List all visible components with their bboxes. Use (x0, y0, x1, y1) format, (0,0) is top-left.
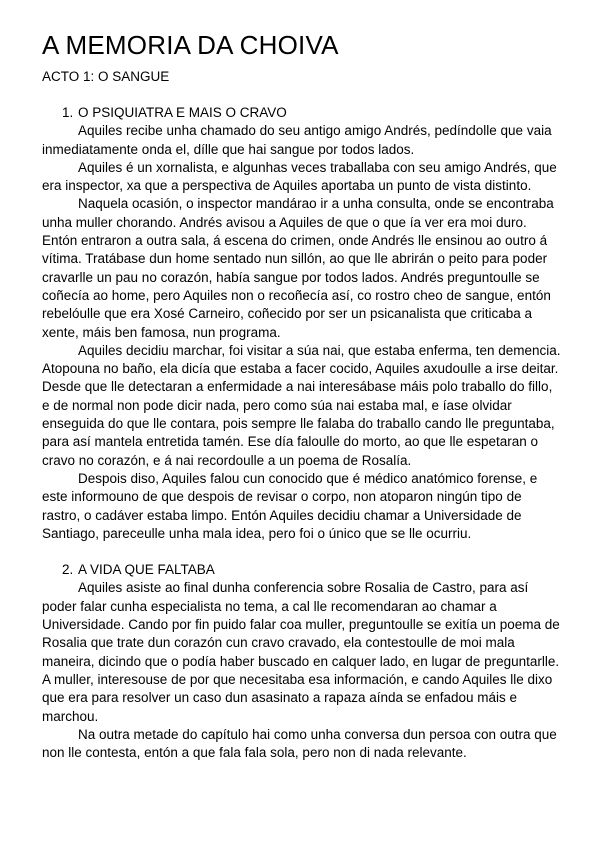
paragraph: Aquiles asiste ao final dunha conferencia sobre Rosalia de Castro, para así poder falar cunha especialista no tema, a cal lle recomendaran ao chamar a Universidade. Cando por fin puido falar coa muller, preguntoulle se exitía un poema de Rosalia que trate dun corazón cun cravo cravado, ela contestoulle de moi mala maneira, dicindo que o podía haber buscado en calquer lado, en lugar de preguntarlle. A muller, interesouse de por que necesitaba esa información, e cando Aquiles lle dixo que era para resolver un caso dun asasinato a rapaza aínda se enfadou máis e marchou. (42, 580, 560, 724)
paragraph: Naquela ocasión, o inspector mandárao ir a unha consulta, onde se encontraba unha muller chorando. Andrés avisou a Aquiles de que o que ía ver era moi duro. Entón entraron a outra sala, á escena do crimen, onde Andrés lle ensinou ao outro á vítima. Tratábase dun home sentado nun sillón, ao que lle abrirán o peito para poder cravarlle un pau no corazón, había sangue por todos lados. Andrés preguntoulle se coñecía ao home, pero Aquiles non o recoñecía así, co rostro cheo de sangue, entón rebelóulle que era Xosé Carneiro, coñecido por ser un psicanalista que criticaba a xente, máis ben famosa, nun programa. (42, 196, 554, 340)
act-heading: ACTO 1: O SANGUE (42, 69, 170, 84)
section-heading (42, 561, 562, 579)
document-page (42, 28, 562, 762)
document-title: A MEMORIA DA CHOIVA (42, 30, 339, 60)
section-number: 1. (62, 105, 74, 120)
section-2 (42, 561, 562, 762)
section-number: 2. (62, 562, 74, 578)
section-1 (42, 104, 562, 543)
paragraph: Aquiles recibe unha chamado do seu antigo amigo Andrés, pedíndolle que vaia inmediatamente onda el, dílle que hai sangue por todos lados. (42, 123, 552, 157)
section-title: A VIDA QUE FALTABA (78, 562, 215, 578)
paragraph: Na outra metade do capítulo hai como unha conversa dun persoa con outra que non lle contesta, entón a que fala fala sola, pero non di nada relevante. (42, 726, 557, 761)
section-heading (42, 104, 562, 122)
paragraph: Aquiles é un xornalista, e algunhas veces traballaba con seu amigo Andrés, que era inspector, xa que a perspectiva de Aquiles aportaba un punto de vista distinto. (42, 159, 557, 194)
section-spacer (42, 543, 562, 561)
section-title: O PSIQUIATRA E MAIS O CRAVO (78, 105, 287, 120)
paragraph: Aquiles decidiu marchar, foi visitar a súa nai, que estaba enferma, ten demencia. Atopouna no baño, ela dicía que estaba a facer cocido, Aquiles axudoulle a irse deitar. Desde que lle detectaran a enfermidade a nai interesábase máis polo traballo do fillo, e de normal non pode dicir nada, pero como súa nai estaba mal, e íase olvidar enseguida do que lle contara, pois sempre lle falaba do traballo cando lle preguntaba, para así mantela entretida tamén. Ese día faloulle do morto, ao que lle espetaran o cravo no corazón, e á nai recordoulle a un poema de Rosalía. (42, 342, 561, 468)
paragraph: Despois diso, Aquiles falou cun conocido que é médico anatómico forense, e este informouno de que despois de revisar o corpo, non atoparon ningún tipo de rastro, o cadáver estaba limpo. Entón Aquiles decidiu chamar a Universidade de Santiago, pareceulle unha mala idea, pero foi o único que se lle ocurriu. (42, 470, 538, 541)
